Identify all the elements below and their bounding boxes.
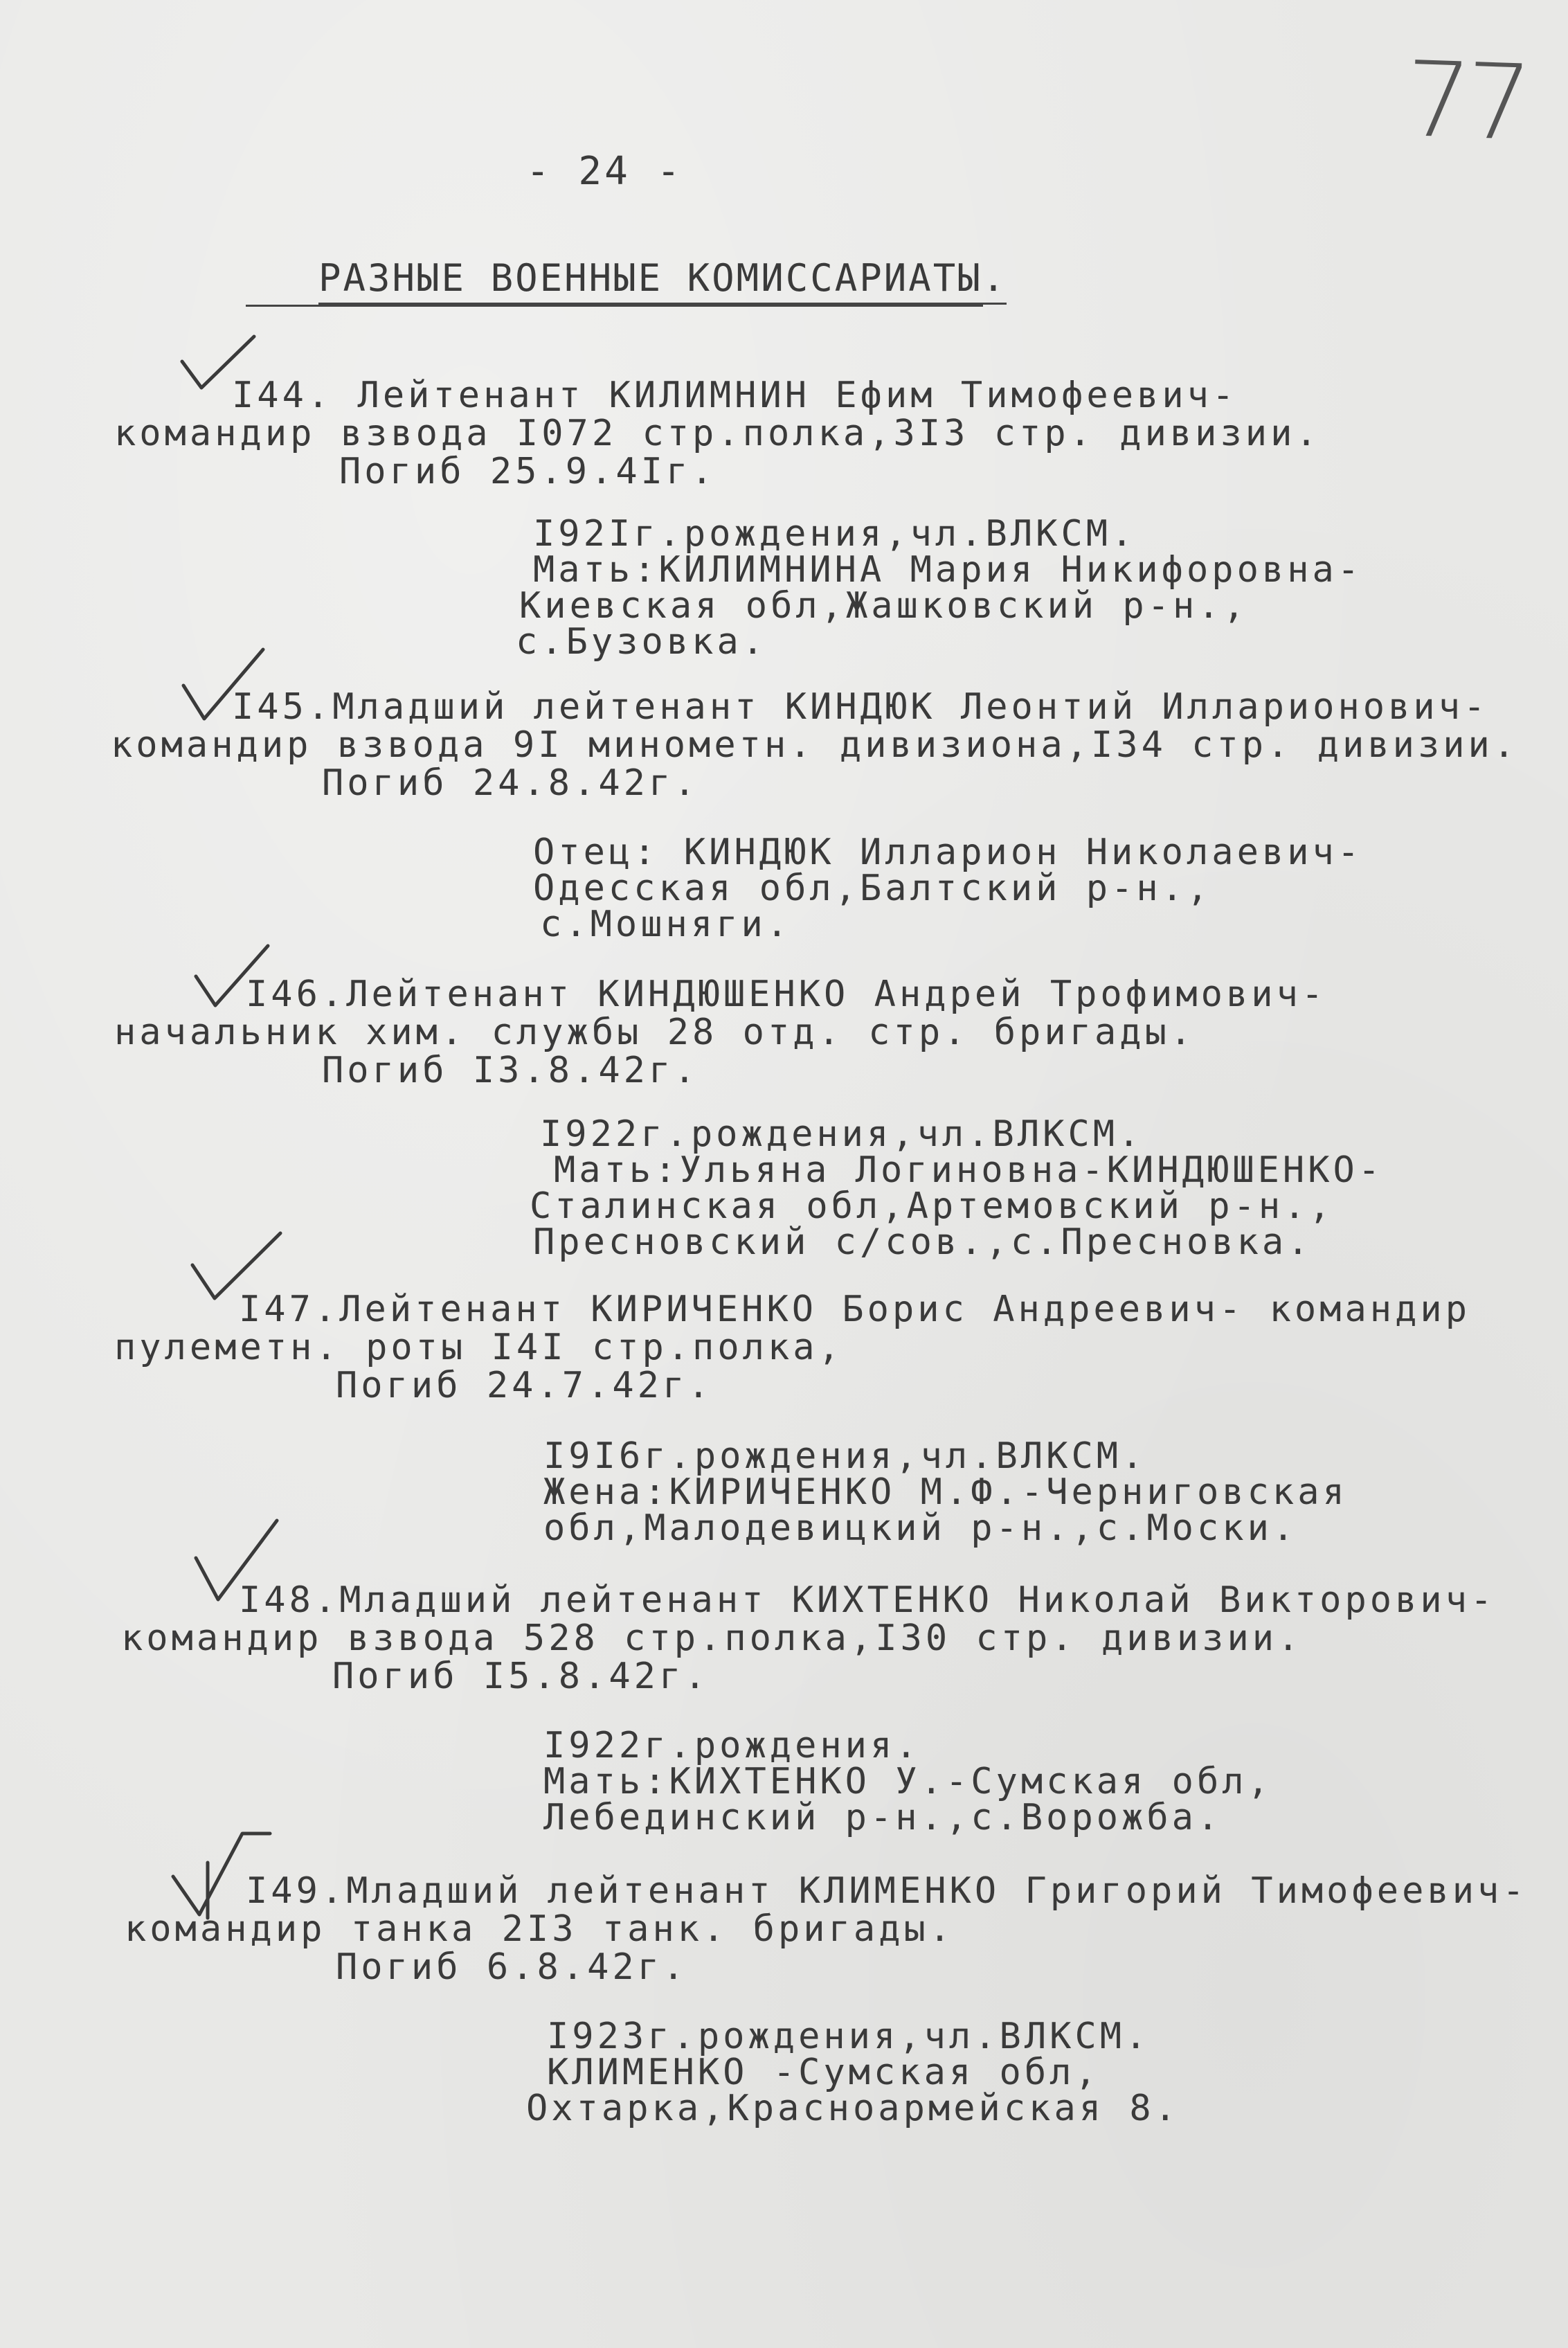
entry-145-details-1: Отец: КИНДЮК Илларион Николаевич-	[533, 832, 1363, 873]
entry-145-details-3: с.Мошняги.	[540, 904, 792, 945]
entry-146-line-1: I46.Лейтенант КИНДЮШЕНКО Андрей Трофимович-	[246, 974, 1327, 1015]
entry-149-death: Погиб 6.8.42г.	[336, 1946, 688, 1988]
entry-147-line-2: пулеметн. роты I4I стр.полка,	[114, 1327, 843, 1368]
page-number: - 24 -	[526, 149, 683, 194]
entry-145-details-2: Одесская обл,Балтский р-н.,	[533, 868, 1212, 909]
entry-146-death: Погиб I3.8.42г.	[322, 1050, 699, 1091]
entry-144-line-1: I44. Лейтенант КИЛИМНИН Ефим Тимофеевич-	[232, 375, 1238, 416]
entry-149-line-2: командир танка 2I3 танк. бригады.	[125, 1908, 955, 1950]
entry-149-details-1: I923г.рождения,чл.ВЛКСМ.	[547, 2016, 1151, 2057]
archive-sheet-number: 77	[1403, 39, 1529, 164]
entry-144-line-2: командир взвода I072 стр.полка,3I3 стр. дивизии.	[114, 413, 1321, 454]
entry-144-details-3: Киевская обл,Жашковский р-н.,	[519, 585, 1248, 627]
entry-149-details-3: Охтарка,Красноармейская 8.	[526, 2088, 1180, 2129]
entry-147-details-2: Жена:КИРИЧЕНКО М.Ф.-Черниговская	[543, 1471, 1348, 1513]
entry-145-line-2: командир взвода 9I минометн. дивизиона,I34 стр. дивизии.	[111, 724, 1519, 766]
entry-146-details-1: I922г.рождения,чл.ВЛКСМ.	[540, 1113, 1144, 1155]
entry-149-details-2: КЛИМЕНКО -Сумская обл,	[547, 2052, 1100, 2093]
entry-146-details-2: Мать:Ульяна Логиновна-КИНДЮШЕНКО-	[554, 1149, 1384, 1191]
entry-148-details-3: Лебединский р-н.,с.Ворожба.	[543, 1797, 1223, 1838]
entry-147-line-1: I47.Лейтенант КИРИЧЕНКО Борис Андреевич- командир	[239, 1289, 1471, 1330]
entry-144-details-1: I92Iг.рождения,чл.ВЛКСМ.	[533, 513, 1137, 555]
entry-148-details-2: Мать:КИХТЕНКО У.-Сумская обл,	[543, 1761, 1272, 1802]
section-title-rule	[246, 305, 983, 307]
entry-146-details-3: Сталинская обл,Артемовский р-н.,	[530, 1185, 1334, 1227]
entry-148-line-2: командир взвода 528 стр.полка,I30 стр. дивизии.	[121, 1617, 1303, 1659]
entry-147-details-1: I9I6г.рождения,чл.ВЛКСМ.	[543, 1435, 1147, 1477]
entry-148-line-1: I48.Младший лейтенант КИХТЕНКО Николай Викторович-	[239, 1579, 1496, 1621]
entry-145-line-1: I45.Младший лейтенант КИНДЮК Леонтий Илларионович-	[232, 686, 1489, 728]
entry-145-death: Погиб 24.8.42г.	[322, 762, 699, 804]
entry-149-line-1: I49.Младший лейтенант КЛИМЕНКО Григорий Тимофеевич-	[246, 1870, 1528, 1912]
entry-148-death: Погиб I5.8.42г.	[332, 1656, 710, 1697]
entry-144-details-2: Мать:КИЛИМНИНА Мария Никифоровна-	[533, 549, 1363, 591]
entry-146-details-4: Пресновский с/сов.,с.Пресновка.	[533, 1221, 1313, 1263]
entry-144-details-4: с.Бузовка.	[516, 621, 768, 663]
entry-146-line-2: начальник хим. службы 28 отд. стр. бригады.	[114, 1012, 1196, 1053]
entry-148-details-1: I922г.рождения.	[543, 1725, 921, 1766]
section-title: РАЗНЫЕ ВОЕННЫЕ КОМИССАРИАТЫ.	[318, 256, 1007, 305]
entry-147-death: Погиб 24.7.42г.	[336, 1365, 713, 1406]
entry-147-details-3: обл,Малодевицкий р-н.,с.Моски.	[543, 1507, 1298, 1549]
entry-144-death: Погиб 25.9.4Iг.	[339, 451, 717, 492]
